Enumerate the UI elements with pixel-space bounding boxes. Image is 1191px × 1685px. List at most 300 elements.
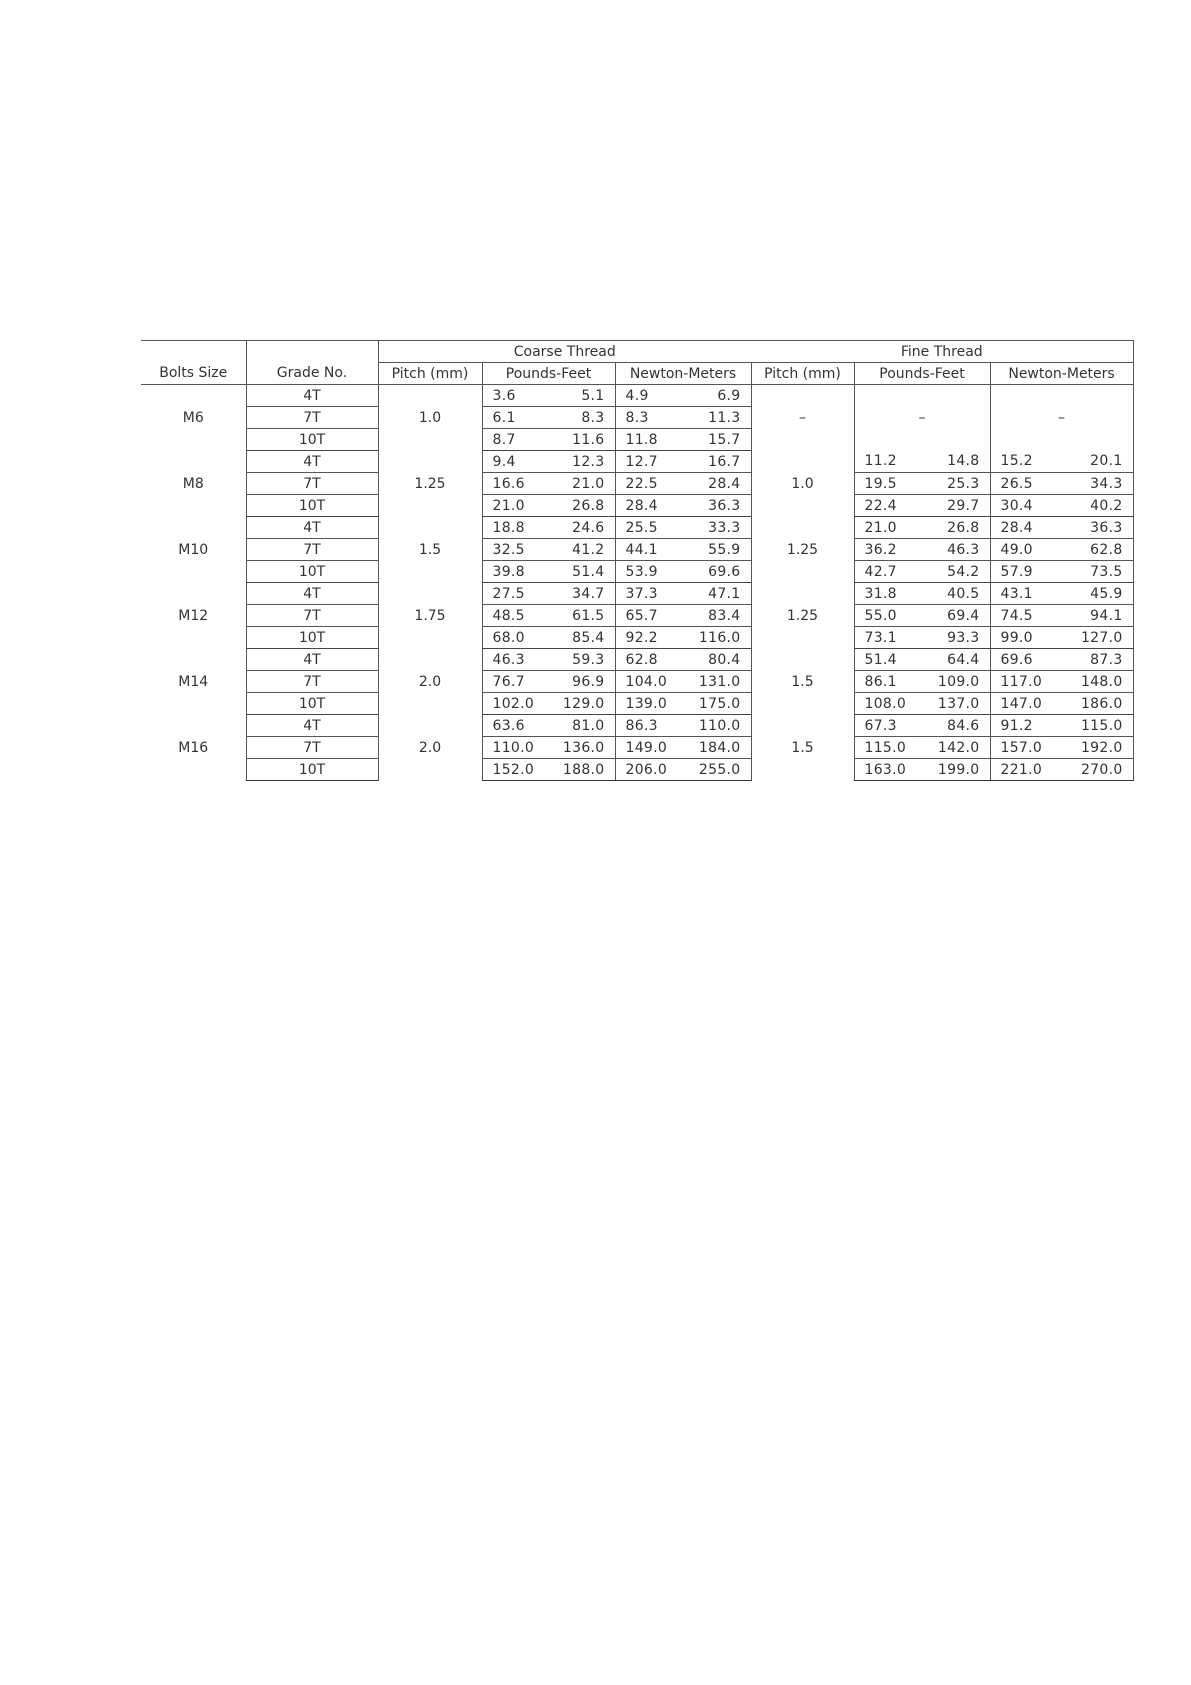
fine-pounds-feet-max: 93.3: [947, 629, 980, 646]
header-grade-no: Grade No.: [246, 363, 378, 385]
coarse-pounds-feet-max: 11.6: [572, 431, 605, 448]
header-coarse-newton-meters: Newton-Meters: [615, 363, 751, 385]
fine-newton-meters-max: 270.0: [1080, 761, 1123, 778]
coarse-pounds-feet-min: 46.3: [492, 651, 525, 668]
fine-newton-meters-min: 221.0: [1000, 761, 1043, 778]
fine-pounds-feet-max: 29.7: [947, 497, 980, 514]
table-row: [141, 473, 1133, 495]
coarse-pounds-feet-min: 27.5: [492, 585, 525, 602]
coarse-newton-meters-max: 184.0: [698, 739, 741, 756]
bolt-size-label: M8: [182, 475, 204, 492]
coarse-pitch-value: 1.25: [414, 475, 446, 492]
fine-newton-meters-cell: [990, 693, 1133, 715]
coarse-pounds-feet-max: 129.0: [562, 695, 605, 712]
bolt-size-cell: [141, 715, 246, 781]
coarse-pounds-feet-min: 8.7: [492, 431, 516, 448]
fine-pitch-cell: [751, 517, 854, 583]
coarse-pounds-feet-max: 188.0: [562, 761, 605, 778]
coarse-pounds-feet-max: 26.8: [572, 497, 605, 514]
coarse-pounds-feet-cell: [482, 627, 615, 649]
fine-pitch-value: 1.25: [786, 541, 819, 558]
fine-pounds-feet-min: 67.3: [864, 717, 897, 734]
table-row: [141, 671, 1133, 693]
fine-newton-meters-cell: [990, 605, 1133, 627]
fine-pounds-feet-min: 31.8: [864, 585, 897, 602]
coarse-pitch-value: 1.5: [418, 541, 442, 558]
grade-cell: [246, 385, 378, 407]
fine-newton-meters-cell: [990, 473, 1133, 495]
coarse-pitch-cell: [378, 649, 482, 715]
grade-label: 10T: [298, 695, 326, 712]
fine-newton-meters-max: 127.0: [1080, 629, 1123, 646]
fine-pounds-feet-cell: [854, 671, 990, 693]
fine-pounds-feet-max: 137.0: [937, 695, 980, 712]
coarse-pounds-feet-min: 39.8: [492, 563, 525, 580]
coarse-newton-meters-min: 86.3: [625, 717, 658, 734]
coarse-newton-meters-max: 36.3: [708, 497, 741, 514]
table-row: [141, 517, 1133, 539]
coarse-newton-meters-max: 16.7: [708, 453, 741, 470]
coarse-newton-meters-cell: [615, 429, 751, 451]
fine-pounds-feet-max: 142.0: [937, 739, 980, 756]
coarse-pounds-feet-cell: [482, 473, 615, 495]
grade-label: 4T: [303, 585, 321, 602]
grade-label: 10T: [298, 761, 326, 778]
table-row: [141, 539, 1133, 561]
fine-newton-meters-max: 115.0: [1080, 717, 1123, 734]
bolt-size-cell: [141, 649, 246, 715]
grade-label: 4T: [303, 453, 321, 470]
fine-pounds-feet-cell: [854, 605, 990, 627]
coarse-newton-meters-max: 6.9: [717, 387, 741, 404]
fine-newton-meters-cell: [990, 715, 1133, 737]
table-row: [141, 385, 1133, 407]
coarse-pounds-feet-min: 110.0: [492, 739, 535, 756]
coarse-pounds-feet-max: 61.5: [572, 607, 605, 624]
coarse-newton-meters-max: 131.0: [698, 673, 741, 690]
fine-pitch-value: 1.5: [791, 673, 814, 690]
header-fine-pitch: Pitch (mm): [751, 363, 854, 385]
fine-newton-meters-cell: [990, 627, 1133, 649]
coarse-pounds-feet-max: 8.3: [581, 409, 605, 426]
fine-pitch-cell: [751, 649, 854, 715]
table-body: [141, 385, 1133, 781]
bolt-size-label: M16: [178, 739, 209, 756]
fine-pounds-feet-min: 21.0: [864, 519, 897, 536]
grade-label: 7T: [303, 409, 321, 426]
coarse-newton-meters-max: 255.0: [698, 761, 741, 778]
fine-pitch-cell: [751, 451, 854, 517]
coarse-pitch-value: 1.75: [414, 607, 446, 624]
fine-pitch-value: 1.0: [791, 475, 814, 492]
coarse-newton-meters-cell: [615, 649, 751, 671]
coarse-pounds-feet-cell: [482, 583, 615, 605]
coarse-newton-meters-min: 104.0: [625, 673, 668, 690]
fine-newton-meters-min: 43.1: [1000, 585, 1033, 602]
fine-pounds-feet-max: 109.0: [937, 673, 980, 690]
coarse-pounds-feet-max: 5.1: [581, 387, 605, 404]
coarse-pounds-feet-cell: [482, 385, 615, 407]
fine-pounds-feet-max: 84.6: [947, 717, 980, 734]
grade-label: 10T: [298, 497, 326, 514]
fine-pounds-feet-cell: [854, 517, 990, 539]
coarse-pounds-feet-max: 85.4: [572, 629, 605, 646]
fine-newton-meters-max: 192.0: [1080, 739, 1123, 756]
grade-cell: [246, 429, 378, 451]
coarse-newton-meters-min: 44.1: [625, 541, 658, 558]
fine-pounds-feet-min: 73.1: [864, 629, 897, 646]
fine-pitch-cell: [751, 715, 854, 781]
coarse-pitch-value: 2.0: [418, 673, 442, 690]
fine-pounds-feet-max: 46.3: [947, 541, 980, 558]
coarse-pounds-feet-cell: [482, 605, 615, 627]
fine-pounds-feet-cell: [854, 495, 990, 517]
fine-newton-meters-min: 117.0: [1000, 673, 1043, 690]
grade-label: 7T: [303, 673, 321, 690]
coarse-newton-meters-max: 69.6: [708, 563, 741, 580]
table-row: [141, 495, 1133, 517]
bolt-torque-table: [141, 340, 1134, 781]
fine-pitch-value: 1.25: [786, 607, 819, 624]
fine-newton-meters-min: 15.2: [1000, 453, 1033, 470]
coarse-pounds-feet-max: 12.3: [572, 453, 605, 470]
table-row: [141, 583, 1133, 605]
fine-newton-meters-max: 87.3: [1090, 651, 1123, 668]
coarse-newton-meters-cell: [615, 693, 751, 715]
coarse-pounds-feet-min: 3.6: [492, 387, 516, 404]
coarse-newton-meters-cell: [615, 385, 751, 407]
fine-newton-meters-cell: [990, 583, 1133, 605]
coarse-newton-meters-cell: [615, 495, 751, 517]
coarse-pitch-cell: [378, 715, 482, 781]
coarse-pitch-value: 1.0: [418, 409, 442, 426]
table-header: [141, 341, 1133, 385]
fine-pounds-feet-max: 54.2: [947, 563, 980, 580]
grade-cell: [246, 539, 378, 561]
fine-pounds-feet-cell: [854, 627, 990, 649]
fine-pounds-feet-cell: [854, 473, 990, 495]
grade-label: 10T: [298, 563, 326, 580]
grade-cell: [246, 715, 378, 737]
grade-label: 4T: [303, 519, 321, 536]
bolt-size-label: M12: [178, 607, 209, 624]
fine-pounds-feet-min: 11.2: [864, 453, 897, 470]
coarse-newton-meters-max: 55.9: [708, 541, 741, 558]
coarse-pounds-feet-max: 24.6: [572, 519, 605, 536]
bolt-size-cell: [141, 385, 246, 451]
coarse-pounds-feet-cell: [482, 451, 615, 473]
coarse-pounds-feet-cell: [482, 737, 615, 759]
fine-pounds-feet-cell: [854, 693, 990, 715]
coarse-pitch-cell: [378, 385, 482, 451]
coarse-newton-meters-max: 110.0: [698, 717, 741, 734]
bolt-size-label: M6: [182, 409, 204, 426]
fine-newton-meters-min: 26.5: [1000, 475, 1033, 492]
coarse-newton-meters-max: 11.3: [708, 409, 741, 426]
table-row: [141, 693, 1133, 715]
fine-newton-meters-cell: [990, 671, 1133, 693]
coarse-pounds-feet-max: 96.9: [572, 673, 605, 690]
coarse-newton-meters-max: 116.0: [698, 629, 741, 646]
coarse-newton-meters-cell: [615, 517, 751, 539]
fine-pitch-cell: [751, 583, 854, 649]
table-row: [141, 627, 1133, 649]
fine-newton-meters-min: 91.2: [1000, 717, 1033, 734]
coarse-pounds-feet-min: 6.1: [492, 409, 516, 426]
fine-pounds-feet-max: 64.4: [947, 651, 980, 668]
fine-pitch-cell: [751, 385, 854, 451]
grade-cell: [246, 737, 378, 759]
coarse-newton-meters-min: 92.2: [625, 629, 658, 646]
fine-pitch-value: –: [799, 409, 807, 426]
coarse-pounds-feet-min: 9.4: [492, 453, 516, 470]
coarse-newton-meters-cell: [615, 671, 751, 693]
coarse-newton-meters-max: 83.4: [708, 607, 741, 624]
fine-newton-meters-cell: [990, 649, 1133, 671]
fine-pounds-feet-cell: [854, 451, 990, 473]
coarse-newton-meters-cell: [615, 715, 751, 737]
coarse-pounds-feet-min: 68.0: [492, 629, 525, 646]
coarse-newton-meters-min: 25.5: [625, 519, 658, 536]
coarse-newton-meters-min: 28.4: [625, 497, 658, 514]
fine-newton-meters-cell: [990, 759, 1133, 781]
coarse-pitch-cell: [378, 517, 482, 583]
fine-pounds-feet-min: 22.4: [864, 497, 897, 514]
fine-newton-meters-min: 147.0: [1000, 695, 1043, 712]
grade-label: 7T: [303, 739, 321, 756]
fine-newton-meters-cell: [990, 517, 1133, 539]
fine-newton-meters-cell: [990, 451, 1133, 473]
fine-pounds-feet-min: 36.2: [864, 541, 897, 558]
fine-pounds-feet-cell: [854, 737, 990, 759]
dash-value: –: [1058, 409, 1066, 426]
coarse-newton-meters-max: 47.1: [708, 585, 741, 602]
grade-label: 7T: [303, 475, 321, 492]
bolt-size-label: M10: [178, 541, 209, 558]
coarse-pounds-feet-cell: [482, 649, 615, 671]
coarse-pounds-feet-cell: [482, 495, 615, 517]
table-row: [141, 759, 1133, 781]
coarse-pounds-feet-cell: [482, 429, 615, 451]
fine-pounds-feet-min: 108.0: [864, 695, 907, 712]
fine-newton-meters-max: 62.8: [1090, 541, 1123, 558]
grade-label: 7T: [303, 541, 321, 558]
bolt-size-label: M14: [178, 673, 209, 690]
coarse-newton-meters-min: 149.0: [625, 739, 668, 756]
fine-pounds-feet-max: 199.0: [937, 761, 980, 778]
grade-label: 4T: [303, 387, 321, 404]
grade-cell: [246, 407, 378, 429]
fine-newton-meters-min: 28.4: [1000, 519, 1033, 536]
coarse-pounds-feet-min: 63.6: [492, 717, 525, 734]
coarse-pounds-feet-cell: [482, 407, 615, 429]
fine-newton-meters-min: 49.0: [1000, 541, 1033, 558]
fine-pounds-feet-max: 40.5: [947, 585, 980, 602]
fine-newton-meters-max: 36.3: [1090, 519, 1123, 536]
coarse-pitch-cell: [378, 451, 482, 517]
coarse-newton-meters-min: 37.3: [625, 585, 658, 602]
bolt-size-cell: [141, 583, 246, 649]
coarse-newton-meters-min: 8.3: [625, 409, 649, 426]
bolt-size-cell: [141, 517, 246, 583]
coarse-newton-meters-max: 175.0: [698, 695, 741, 712]
table-row: [141, 737, 1133, 759]
header-coarse-pounds-feet: Pounds-Feet: [482, 363, 615, 385]
header-bolt-size: Bolts Size: [141, 363, 246, 385]
header-fine-newton-meters: Newton-Meters: [990, 363, 1133, 385]
grade-cell: [246, 627, 378, 649]
fine-pounds-feet-max: 14.8: [947, 453, 980, 470]
fine-pounds-feet-min: 19.5: [864, 475, 897, 492]
coarse-pounds-feet-min: 152.0: [492, 761, 535, 778]
coarse-pounds-feet-max: 21.0: [572, 475, 605, 492]
coarse-newton-meters-cell: [615, 583, 751, 605]
coarse-newton-meters-max: 15.7: [708, 431, 741, 448]
grade-label: 7T: [303, 607, 321, 624]
header-blank-cell: [141, 341, 246, 363]
grade-cell: [246, 671, 378, 693]
fine-newton-meters-min: 69.6: [1000, 651, 1033, 668]
coarse-newton-meters-max: 80.4: [708, 651, 741, 668]
dash-value: –: [918, 409, 926, 426]
table-row: [141, 451, 1133, 473]
grade-cell: [246, 561, 378, 583]
fine-pounds-feet-min: 42.7: [864, 563, 897, 580]
coarse-pounds-feet-cell: [482, 715, 615, 737]
coarse-pounds-feet-min: 32.5: [492, 541, 525, 558]
coarse-pounds-feet-max: 51.4: [572, 563, 605, 580]
grade-cell: [246, 451, 378, 473]
fine-newton-meters-cell: [990, 561, 1133, 583]
grade-cell: [246, 583, 378, 605]
grade-cell: [246, 649, 378, 671]
grade-label: 10T: [298, 431, 326, 448]
fine-pounds-feet-cell: [854, 715, 990, 737]
fine-newton-meters-max: 34.3: [1090, 475, 1123, 492]
coarse-newton-meters-min: 22.5: [625, 475, 658, 492]
coarse-pounds-feet-min: 76.7: [492, 673, 525, 690]
coarse-pitch-cell: [378, 583, 482, 649]
coarse-pounds-feet-cell: [482, 759, 615, 781]
header-fine-pounds-feet: Pounds-Feet: [854, 363, 990, 385]
table-row: [141, 561, 1133, 583]
coarse-pounds-feet-max: 34.7: [572, 585, 605, 602]
table-row: [141, 715, 1133, 737]
coarse-pounds-feet-cell: [482, 539, 615, 561]
fine-newton-meters-cell: [990, 385, 1133, 451]
table-row: [141, 649, 1133, 671]
fine-pounds-feet-min: 51.4: [864, 651, 897, 668]
coarse-newton-meters-min: 12.7: [625, 453, 658, 470]
coarse-newton-meters-min: 53.9: [625, 563, 658, 580]
header-coarse-thread: Coarse Thread: [378, 341, 751, 363]
coarse-pounds-feet-max: 81.0: [572, 717, 605, 734]
fine-newton-meters-min: 99.0: [1000, 629, 1033, 646]
coarse-newton-meters-min: 65.7: [625, 607, 658, 624]
fine-newton-meters-max: 40.2: [1090, 497, 1123, 514]
coarse-newton-meters-cell: [615, 407, 751, 429]
coarse-newton-meters-min: 206.0: [625, 761, 668, 778]
fine-newton-meters-max: 45.9: [1090, 585, 1123, 602]
fine-pitch-value: 1.5: [791, 739, 814, 756]
grade-cell: [246, 473, 378, 495]
coarse-newton-meters-cell: [615, 605, 751, 627]
fine-newton-meters-cell: [990, 495, 1133, 517]
grade-cell: [246, 693, 378, 715]
coarse-newton-meters-max: 33.3: [708, 519, 741, 536]
header-fine-thread: Fine Thread: [751, 341, 1133, 363]
coarse-pounds-feet-cell: [482, 517, 615, 539]
grade-cell: [246, 517, 378, 539]
coarse-pounds-feet-cell: [482, 671, 615, 693]
fine-pounds-feet-min: 55.0: [864, 607, 897, 624]
coarse-pounds-feet-cell: [482, 693, 615, 715]
fine-pounds-feet-max: 26.8: [947, 519, 980, 536]
coarse-newton-meters-cell: [615, 473, 751, 495]
coarse-pounds-feet-max: 59.3: [572, 651, 605, 668]
fine-pounds-feet-max: 25.3: [947, 475, 980, 492]
fine-pounds-feet-max: 69.4: [947, 607, 980, 624]
fine-newton-meters-max: 20.1: [1090, 453, 1123, 470]
coarse-pounds-feet-max: 41.2: [572, 541, 605, 558]
grade-label: 4T: [303, 651, 321, 668]
fine-newton-meters-min: 57.9: [1000, 563, 1033, 580]
fine-newton-meters-max: 186.0: [1080, 695, 1123, 712]
fine-newton-meters-min: 30.4: [1000, 497, 1033, 514]
fine-pounds-feet-min: 115.0: [864, 739, 907, 756]
fine-newton-meters-max: 94.1: [1090, 607, 1123, 624]
table-row: [141, 605, 1133, 627]
grade-cell: [246, 759, 378, 781]
grade-label: 10T: [298, 629, 326, 646]
coarse-pounds-feet-min: 21.0: [492, 497, 525, 514]
coarse-pounds-feet-min: 102.0: [492, 695, 535, 712]
fine-pounds-feet-cell: [854, 649, 990, 671]
coarse-newton-meters-cell: [615, 539, 751, 561]
coarse-pounds-feet-max: 136.0: [562, 739, 605, 756]
header-blank-cell: [246, 341, 378, 363]
fine-pounds-feet-cell: [854, 759, 990, 781]
fine-pounds-feet-cell: [854, 561, 990, 583]
fine-newton-meters-max: 73.5: [1090, 563, 1123, 580]
coarse-newton-meters-cell: [615, 759, 751, 781]
coarse-newton-meters-cell: [615, 737, 751, 759]
fine-newton-meters-cell: [990, 539, 1133, 561]
coarse-pounds-feet-cell: [482, 561, 615, 583]
bolt-size-cell: [141, 451, 246, 517]
coarse-pounds-feet-min: 18.8: [492, 519, 525, 536]
coarse-newton-meters-cell: [615, 561, 751, 583]
coarse-newton-meters-cell: [615, 627, 751, 649]
coarse-newton-meters-cell: [615, 451, 751, 473]
fine-newton-meters-cell: [990, 737, 1133, 759]
fine-pounds-feet-cell: [854, 385, 990, 451]
grade-label: 4T: [303, 717, 321, 734]
grade-cell: [246, 605, 378, 627]
fine-newton-meters-min: 74.5: [1000, 607, 1033, 624]
fine-pounds-feet-cell: [854, 539, 990, 561]
coarse-pounds-feet-min: 48.5: [492, 607, 525, 624]
header-row-columns: [141, 363, 1133, 385]
coarse-pitch-value: 2.0: [418, 739, 442, 756]
fine-newton-meters-max: 148.0: [1080, 673, 1123, 690]
coarse-newton-meters-min: 62.8: [625, 651, 658, 668]
coarse-newton-meters-min: 139.0: [625, 695, 668, 712]
coarse-pounds-feet-min: 16.6: [492, 475, 525, 492]
coarse-newton-meters-min: 4.9: [625, 387, 649, 404]
fine-newton-meters-min: 157.0: [1000, 739, 1043, 756]
coarse-newton-meters-min: 11.8: [625, 431, 658, 448]
